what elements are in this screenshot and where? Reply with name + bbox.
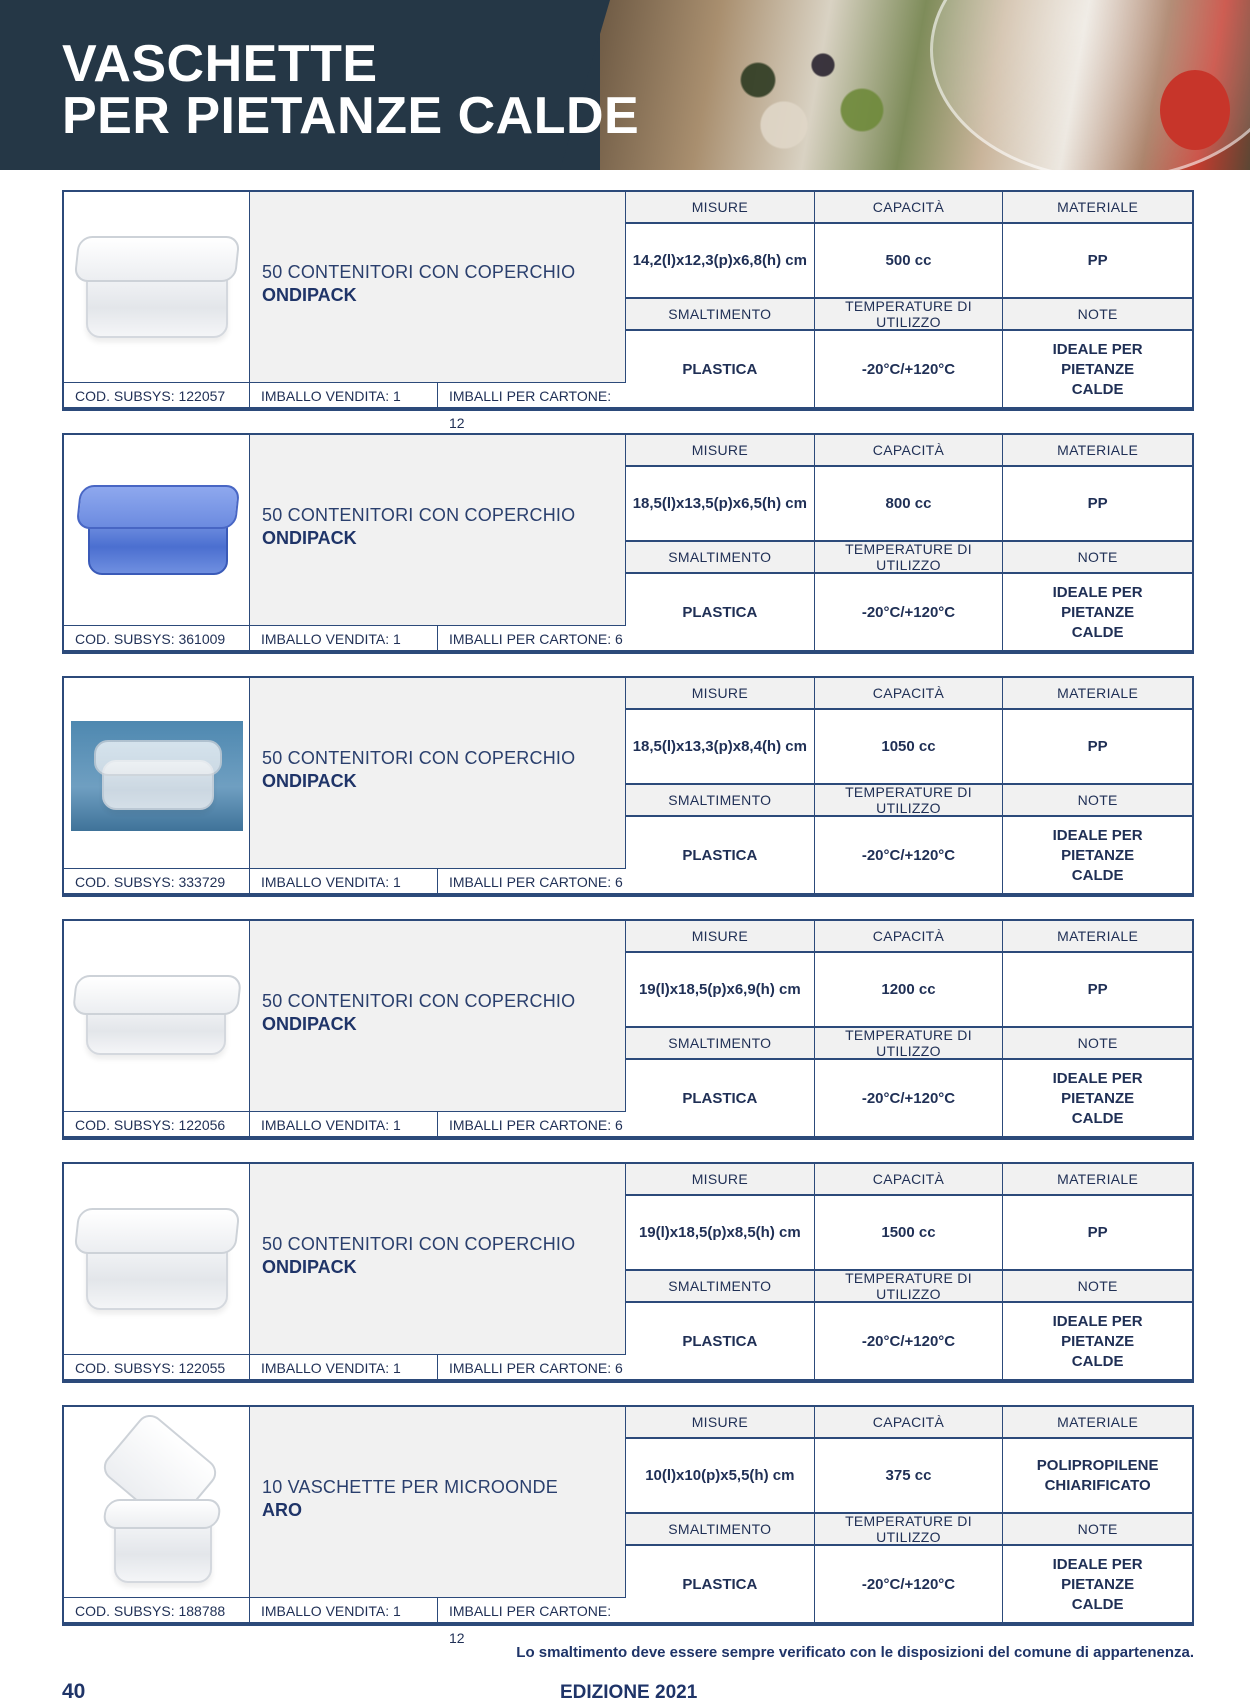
specs-header-row-2 bbox=[626, 299, 1192, 331]
product-image-cell bbox=[64, 921, 250, 1111]
imballi-per-cartone: IMBALLI PER CARTONE: 6 bbox=[449, 1360, 623, 1376]
specs-values-row bbox=[626, 953, 1192, 1028]
product-codes-row bbox=[64, 868, 626, 895]
specs-header-row-2 bbox=[626, 785, 1192, 817]
temperature-value: -20°C/+120°C bbox=[815, 1546, 1004, 1624]
product-card bbox=[62, 919, 1194, 1140]
temperature-value: -20°C/+120°C bbox=[815, 574, 1004, 652]
specs-values-row-2 bbox=[626, 817, 1192, 895]
note-header: NOTE bbox=[1077, 1521, 1118, 1537]
salad-image bbox=[680, 20, 940, 170]
temperature-value: -20°C/+120°C bbox=[815, 1060, 1004, 1138]
capacita-header: CAPACITÀ bbox=[815, 1407, 1004, 1437]
product-image-cell bbox=[64, 1407, 250, 1597]
temperature-header: TEMPERATURE DI UTILIZZO bbox=[815, 299, 1004, 329]
misure-value: 10(l)x10(p)x5,5(h) cm bbox=[626, 1439, 815, 1512]
specs-values-row-2 bbox=[626, 1060, 1192, 1138]
title-line-1: VASCHETTE bbox=[62, 35, 378, 93]
specs-header-row bbox=[626, 435, 1192, 467]
specs-values-row-2 bbox=[626, 1546, 1192, 1624]
product-description bbox=[250, 921, 626, 1111]
capacita-value: 1500 cc bbox=[815, 1196, 1004, 1269]
misure-header: MISURE bbox=[626, 1164, 815, 1194]
specs-header-row-2 bbox=[626, 1028, 1192, 1060]
note-value: IDEALE PER PIETANZE CALDE bbox=[1052, 341, 1143, 398]
product-description-text: 50 CONTENITORI CON COPERCHIO bbox=[262, 748, 576, 768]
product-brand: ONDIPACK bbox=[262, 285, 357, 305]
temperature-header: TEMPERATURE DI UTILIZZO bbox=[815, 542, 1004, 572]
product-card bbox=[62, 1405, 1194, 1646]
capacita-value: 1200 cc bbox=[815, 953, 1004, 1026]
smaltimento-header: SMALTIMENTO bbox=[626, 542, 815, 572]
misure-value: 18,5(l)x13,3(p)x8,4(h) cm bbox=[626, 710, 815, 783]
specs-values-row bbox=[626, 467, 1192, 542]
smaltimento-header: SMALTIMENTO bbox=[626, 1271, 815, 1301]
product-image-cell bbox=[64, 1164, 250, 1354]
imballi-per-cartone: IMBALLI PER CARTONE: 12 bbox=[449, 1603, 612, 1646]
smaltimento-value: PLASTICA bbox=[626, 331, 815, 409]
specs-values-row bbox=[626, 224, 1192, 299]
product-description bbox=[250, 192, 626, 382]
product-card bbox=[62, 433, 1194, 654]
product-code: COD. SUBSYS: 188788 bbox=[64, 1598, 250, 1625]
temperature-header: TEMPERATURE DI UTILIZZO bbox=[815, 785, 1004, 815]
page-title bbox=[62, 35, 640, 145]
capacita-value: 800 cc bbox=[815, 467, 1004, 540]
product-card bbox=[62, 676, 1194, 897]
product-image-cell bbox=[64, 678, 250, 868]
imballo-vendita: IMBALLO VENDITA: 1 bbox=[250, 1355, 438, 1382]
product-description-text: 10 VASCHETTE PER MICROONDE bbox=[262, 1477, 558, 1497]
smaltimento-header: SMALTIMENTO bbox=[626, 1028, 815, 1058]
note-value: IDEALE PER PIETANZE CALDE bbox=[1052, 1556, 1143, 1613]
capacita-header: CAPACITÀ bbox=[815, 678, 1004, 708]
specs-values-row-2 bbox=[626, 574, 1192, 652]
product-codes-row bbox=[64, 625, 626, 652]
misure-value: 19(l)x18,5(p)x8,5(h) cm bbox=[626, 1196, 815, 1269]
product-description bbox=[250, 1164, 626, 1354]
temperature-value: -20°C/+120°C bbox=[815, 331, 1004, 409]
product-brand: ONDIPACK bbox=[262, 528, 357, 548]
temperature-value: -20°C/+120°C bbox=[815, 1303, 1004, 1381]
misure-value: 14,2(l)x12,3(p)x6,8(h) cm bbox=[626, 224, 815, 297]
product-specs-table bbox=[626, 1164, 1192, 1381]
materiale-value: PP bbox=[1087, 737, 1108, 755]
misure-header: MISURE bbox=[626, 435, 815, 465]
note-value: IDEALE PER PIETANZE CALDE bbox=[1052, 1313, 1143, 1370]
smaltimento-value: PLASTICA bbox=[626, 1546, 815, 1624]
specs-header-row bbox=[626, 1164, 1192, 1196]
specs-values-row bbox=[626, 710, 1192, 785]
product-description bbox=[250, 678, 626, 868]
disposal-note: Lo smaltimento deve essere sempre verificato con le disposizioni del comune di appartenenza. bbox=[516, 1644, 1194, 1661]
temperature-value: -20°C/+120°C bbox=[815, 817, 1004, 895]
materiale-value: PP bbox=[1087, 980, 1108, 998]
product-code: COD. SUBSYS: 122056 bbox=[64, 1112, 250, 1139]
imballo-vendita: IMBALLO VENDITA: 1 bbox=[250, 1112, 438, 1139]
product-description bbox=[250, 1407, 626, 1597]
imballi-per-cartone: IMBALLI PER CARTONE: 12 bbox=[449, 388, 612, 431]
product-image-cell bbox=[64, 192, 250, 382]
note-header: NOTE bbox=[1077, 1035, 1118, 1051]
product-brand: ONDIPACK bbox=[262, 1257, 357, 1277]
product-card bbox=[62, 190, 1194, 431]
product-description-text: 50 CONTENITORI CON COPERCHIO bbox=[262, 991, 576, 1011]
product-description bbox=[250, 435, 626, 625]
materiale-value: PP bbox=[1087, 494, 1108, 512]
capacita-value: 1050 cc bbox=[815, 710, 1004, 783]
specs-header-row bbox=[626, 1407, 1192, 1439]
specs-header-row bbox=[626, 921, 1192, 953]
header-salad-photo bbox=[600, 0, 1250, 170]
smaltimento-value: PLASTICA bbox=[626, 1060, 815, 1138]
smaltimento-header: SMALTIMENTO bbox=[626, 299, 815, 329]
misure-value: 18,5(l)x13,5(p)x6,5(h) cm bbox=[626, 467, 815, 540]
note-header: NOTE bbox=[1077, 549, 1118, 565]
product-code: COD. SUBSYS: 122055 bbox=[64, 1355, 250, 1382]
product-specs-table bbox=[626, 921, 1192, 1138]
smaltimento-value: PLASTICA bbox=[626, 817, 815, 895]
materiale-header: MATERIALE bbox=[1057, 928, 1139, 944]
specs-values-row-2 bbox=[626, 331, 1192, 409]
specs-header-row-2 bbox=[626, 1514, 1192, 1546]
temperature-header: TEMPERATURE DI UTILIZZO bbox=[815, 1514, 1004, 1544]
capacita-value: 375 cc bbox=[815, 1439, 1004, 1512]
imballi-per-cartone: IMBALLI PER CARTONE: 6 bbox=[449, 631, 623, 647]
misure-header: MISURE bbox=[626, 921, 815, 951]
product-brand: ARO bbox=[262, 1500, 302, 1520]
specs-values-row-2 bbox=[626, 1303, 1192, 1381]
product-description-text: 50 CONTENITORI CON COPERCHIO bbox=[262, 505, 576, 525]
smaltimento-value: PLASTICA bbox=[626, 574, 815, 652]
materiale-value: POLIPROPILENE CHIARIFICATO bbox=[1036, 1456, 1159, 1494]
product-codes-row bbox=[64, 1597, 626, 1646]
capacita-header: CAPACITÀ bbox=[815, 921, 1004, 951]
materiale-value: PP bbox=[1087, 251, 1108, 269]
materiale-header: MATERIALE bbox=[1057, 442, 1139, 458]
temperature-header: TEMPERATURE DI UTILIZZO bbox=[815, 1271, 1004, 1301]
capacita-header: CAPACITÀ bbox=[815, 192, 1004, 222]
capacita-value: 500 cc bbox=[815, 224, 1004, 297]
specs-header-row-2 bbox=[626, 542, 1192, 574]
materiale-header: MATERIALE bbox=[1057, 199, 1139, 215]
capacita-header: CAPACITÀ bbox=[815, 1164, 1004, 1194]
smaltimento-header: SMALTIMENTO bbox=[626, 1514, 815, 1544]
product-code: COD. SUBSYS: 333729 bbox=[64, 869, 250, 896]
product-code: COD. SUBSYS: 122057 bbox=[64, 383, 250, 410]
page-number: 40 bbox=[62, 1680, 86, 1703]
capacita-header: CAPACITÀ bbox=[815, 435, 1004, 465]
smaltimento-header: SMALTIMENTO bbox=[626, 785, 815, 815]
specs-values-row bbox=[626, 1196, 1192, 1271]
note-header: NOTE bbox=[1077, 306, 1118, 322]
product-specs-table bbox=[626, 678, 1192, 895]
product-codes-row bbox=[64, 1354, 626, 1381]
note-header: NOTE bbox=[1077, 1278, 1118, 1294]
title-line-2: PER PIETANZE CALDE bbox=[62, 87, 640, 145]
materiale-header: MATERIALE bbox=[1057, 685, 1139, 701]
product-brand: ONDIPACK bbox=[262, 771, 357, 791]
specs-header-row bbox=[626, 192, 1192, 224]
imballi-per-cartone: IMBALLI PER CARTONE: 6 bbox=[449, 874, 623, 890]
note-value: IDEALE PER PIETANZE CALDE bbox=[1052, 1070, 1143, 1127]
materiale-value: PP bbox=[1087, 1223, 1108, 1241]
product-codes-row bbox=[64, 1111, 626, 1138]
product-image-cell bbox=[64, 435, 250, 625]
materiale-header: MATERIALE bbox=[1057, 1414, 1139, 1430]
imballo-vendita: IMBALLO VENDITA: 1 bbox=[250, 869, 438, 896]
product-description-text: 50 CONTENITORI CON COPERCHIO bbox=[262, 1234, 576, 1254]
note-header: NOTE bbox=[1077, 792, 1118, 808]
note-value: IDEALE PER PIETANZE CALDE bbox=[1052, 827, 1143, 884]
product-specs-table bbox=[626, 1407, 1192, 1624]
product-description-text: 50 CONTENITORI CON COPERCHIO bbox=[262, 262, 576, 282]
misure-header: MISURE bbox=[626, 1407, 815, 1437]
misure-header: MISURE bbox=[626, 192, 815, 222]
imballo-vendita: IMBALLO VENDITA: 1 bbox=[250, 1598, 438, 1625]
product-specs-table bbox=[626, 435, 1192, 652]
imballo-vendita: IMBALLO VENDITA: 1 bbox=[250, 626, 438, 653]
misure-value: 19(l)x18,5(p)x6,9(h) cm bbox=[626, 953, 815, 1026]
specs-header-row-2 bbox=[626, 1271, 1192, 1303]
edition-label: EDIZIONE 2021 bbox=[560, 1682, 698, 1703]
page-header bbox=[0, 0, 1250, 170]
product-card bbox=[62, 1162, 1194, 1383]
note-value: IDEALE PER PIETANZE CALDE bbox=[1052, 584, 1143, 641]
imballi-per-cartone: IMBALLI PER CARTONE: 6 bbox=[449, 1117, 623, 1133]
specs-values-row bbox=[626, 1439, 1192, 1514]
misure-header: MISURE bbox=[626, 678, 815, 708]
specs-header-row bbox=[626, 678, 1192, 710]
tomato-image bbox=[1160, 70, 1230, 150]
imballo-vendita: IMBALLO VENDITA: 1 bbox=[250, 383, 438, 410]
materiale-header: MATERIALE bbox=[1057, 1171, 1139, 1187]
product-code: COD. SUBSYS: 361009 bbox=[64, 626, 250, 653]
temperature-header: TEMPERATURE DI UTILIZZO bbox=[815, 1028, 1004, 1058]
product-brand: ONDIPACK bbox=[262, 1014, 357, 1034]
smaltimento-value: PLASTICA bbox=[626, 1303, 815, 1381]
product-specs-table bbox=[626, 192, 1192, 409]
product-codes-row bbox=[64, 382, 626, 431]
